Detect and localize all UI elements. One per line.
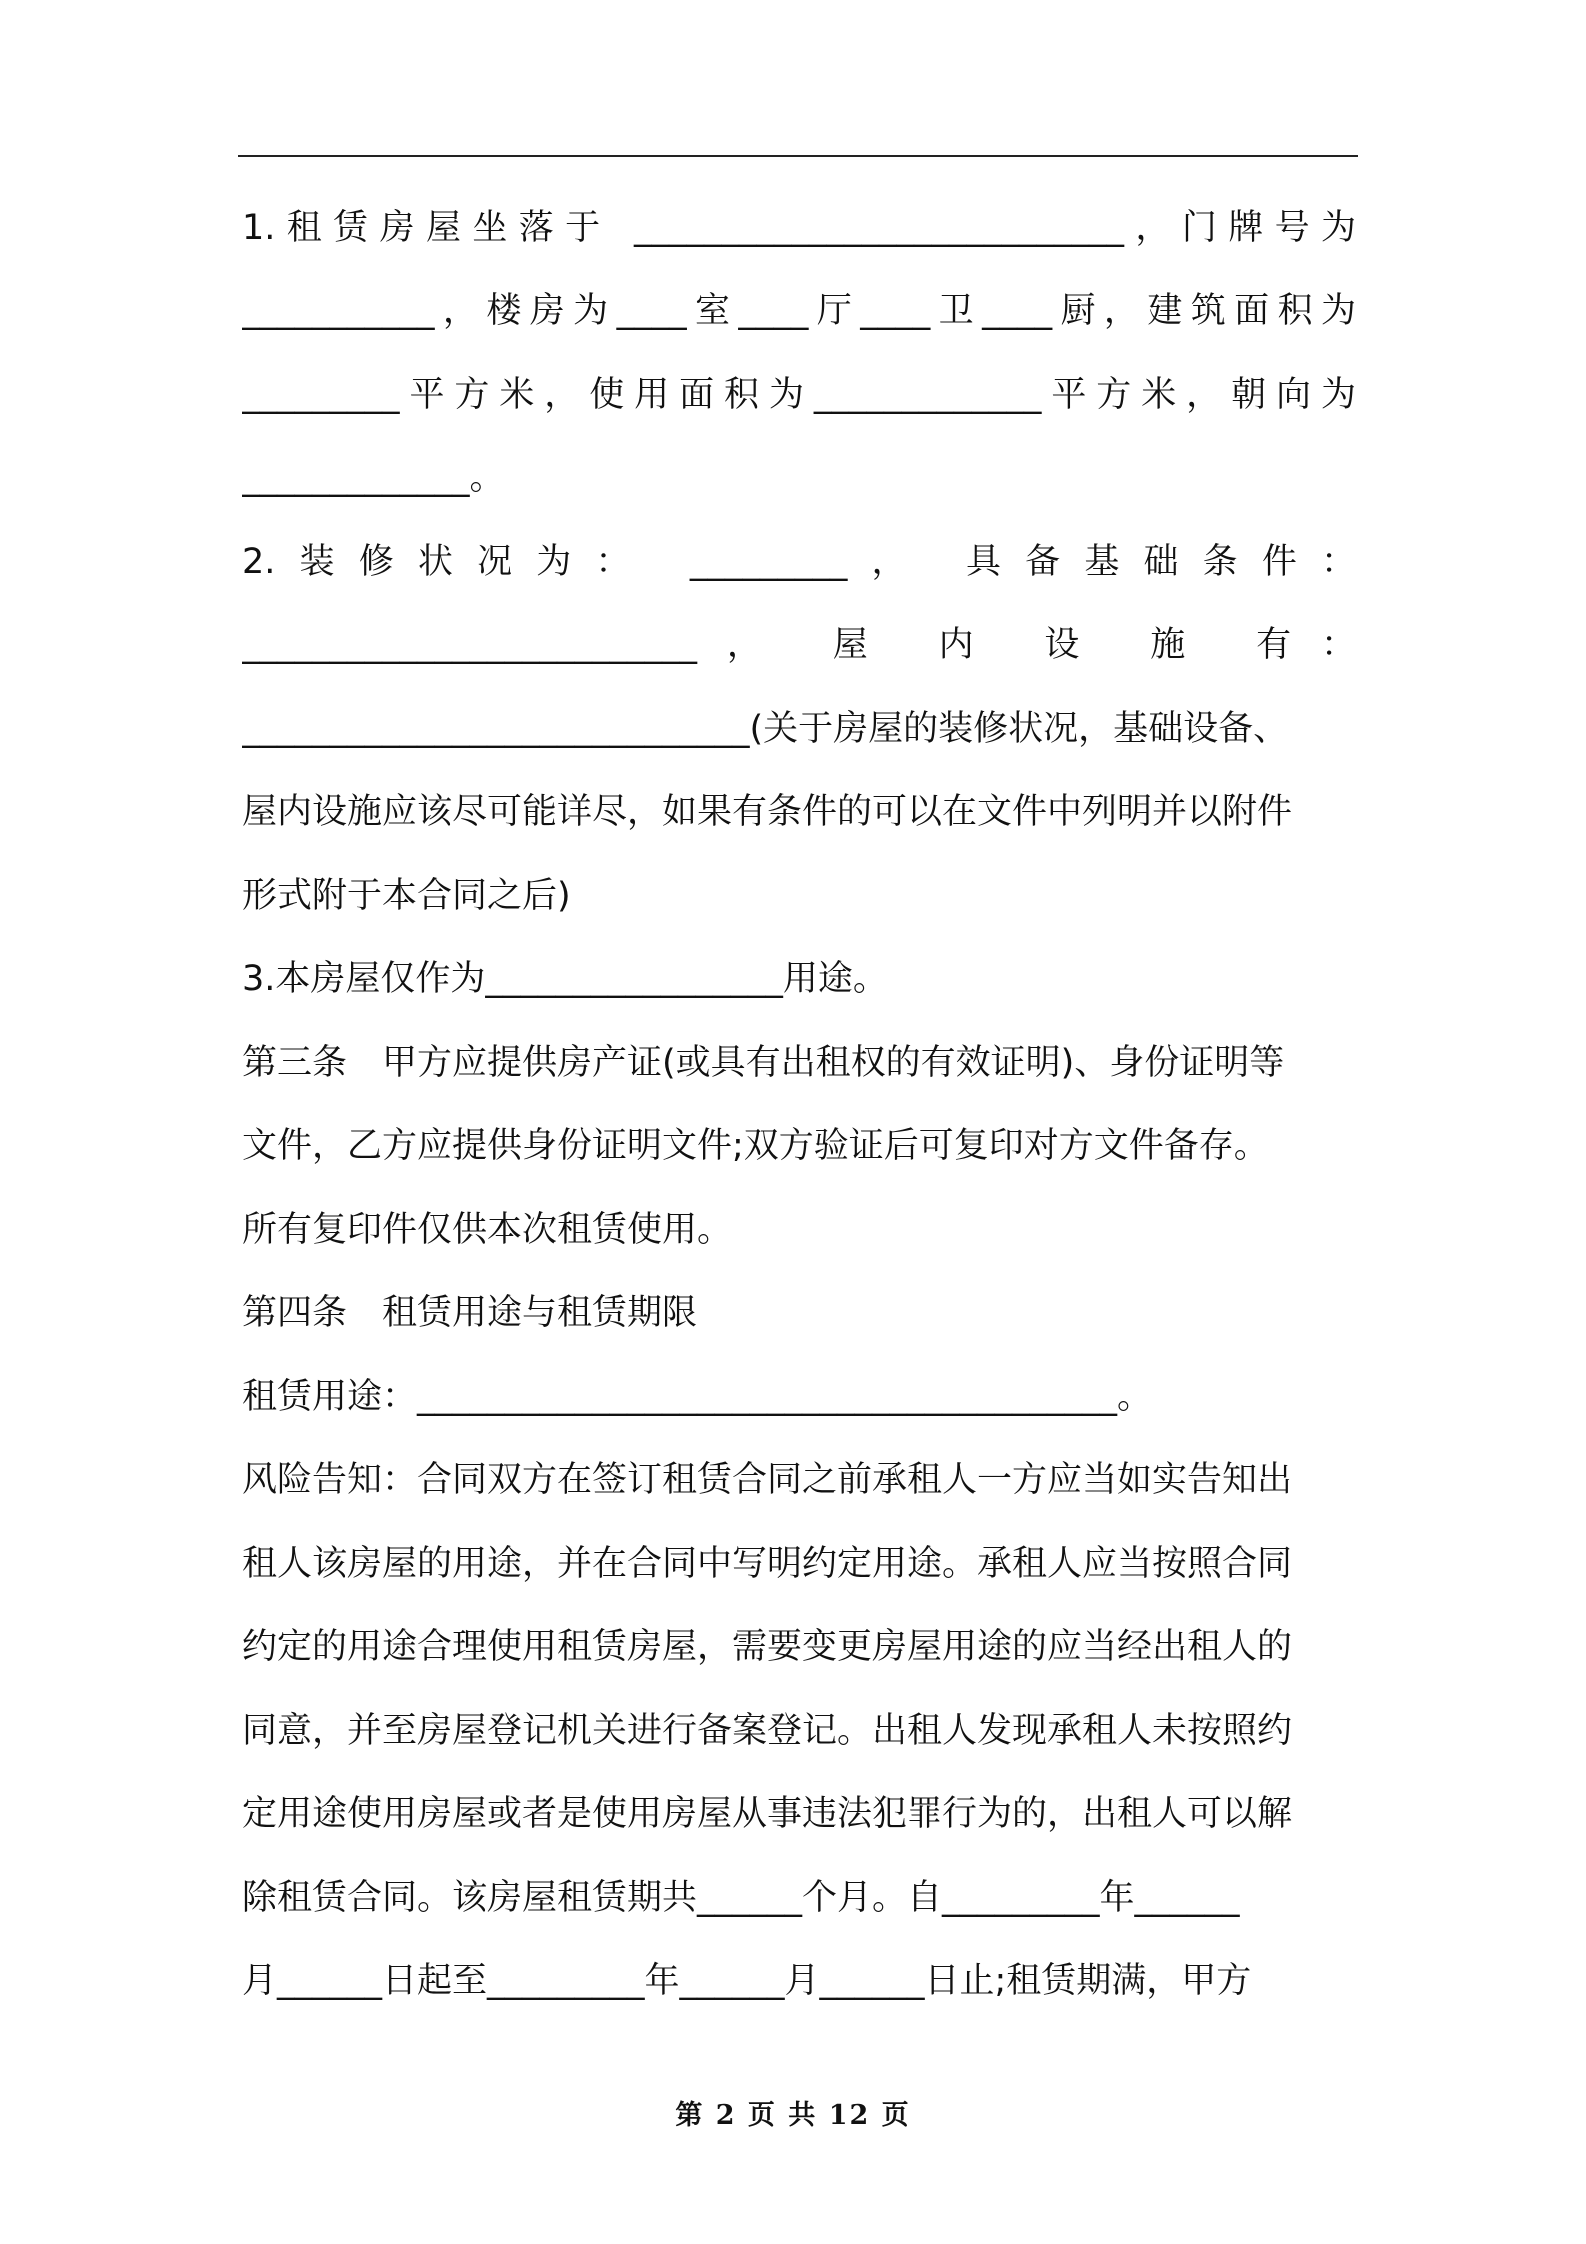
clause-line: 约定的用途合理使用租赁房屋，需要变更房屋用途的应当经出租人的 bbox=[242, 1627, 1293, 1667]
clause-line: _____________________________(关于房屋的装修状况，基础设备、 bbox=[242, 709, 1289, 749]
clause-line: __________________________， 屋 内 设 施 有： bbox=[242, 625, 1356, 665]
clause-line: 同意，并至房屋登记机关进行备案登记。出租人发现承租人未按照约 bbox=[242, 1711, 1293, 1751]
clause-line: 除租赁合同。该房屋租赁期共______个月。自_________年______ bbox=[242, 1878, 1240, 1918]
clause-line: 形式附于本合同之后) bbox=[242, 876, 571, 916]
clause-line: 1.租赁房屋坐落于 ____________________________，门牌号为 bbox=[242, 208, 1356, 248]
clause-line: 所有复印件仅供本次租赁使用。 bbox=[242, 1210, 733, 1250]
clause-line: ___________，楼房为____室____厅____卫____厨，建筑面积为 bbox=[242, 291, 1356, 331]
clause-line: 月______日起至_________年______月______日止;租赁期满，甲方 bbox=[242, 1961, 1252, 2001]
clause-line: 第三条 甲方应提供房产证(或具有出租权的有效证明)、身份证明等 bbox=[242, 1043, 1285, 1083]
clause-line: 3.本房屋仅作为_________________用途。 bbox=[242, 959, 888, 999]
clause-line: 2.装修状况为： _________， 具备基础条件： bbox=[242, 542, 1356, 582]
clause-line: 定用途使用房屋或者是使用房屋从事违法犯罪行为的，出租人可以解 bbox=[242, 1794, 1293, 1834]
clause-line: 风险告知：合同双方在签订租赁合同之前承租人一方应当如实告知出 bbox=[242, 1460, 1293, 1500]
clause-line: 租人该房屋的用途，并在合同中写明约定用途。承租人应当按照合同 bbox=[242, 1544, 1293, 1584]
page-number-footer: 第 2 页 共 12 页 bbox=[675, 2100, 911, 2131]
clause-line: 文件，乙方应提供身份证明文件;双方验证后可复印对方文件备存。 bbox=[242, 1126, 1269, 1166]
clause-line: 屋内设施应该尽可能详尽，如果有条件的可以在文件中列明并以附件 bbox=[242, 792, 1293, 832]
header-divider bbox=[238, 155, 1358, 157]
clause-line: _____________。 bbox=[242, 458, 505, 498]
clause-line: 租赁用途：________________________________________。 bbox=[242, 1377, 1153, 1417]
section-heading: 第四条 租赁用途与租赁期限 bbox=[242, 1293, 698, 1333]
clause-line: _________平方米，使用面积为_____________平方米，朝向为 bbox=[242, 375, 1356, 415]
